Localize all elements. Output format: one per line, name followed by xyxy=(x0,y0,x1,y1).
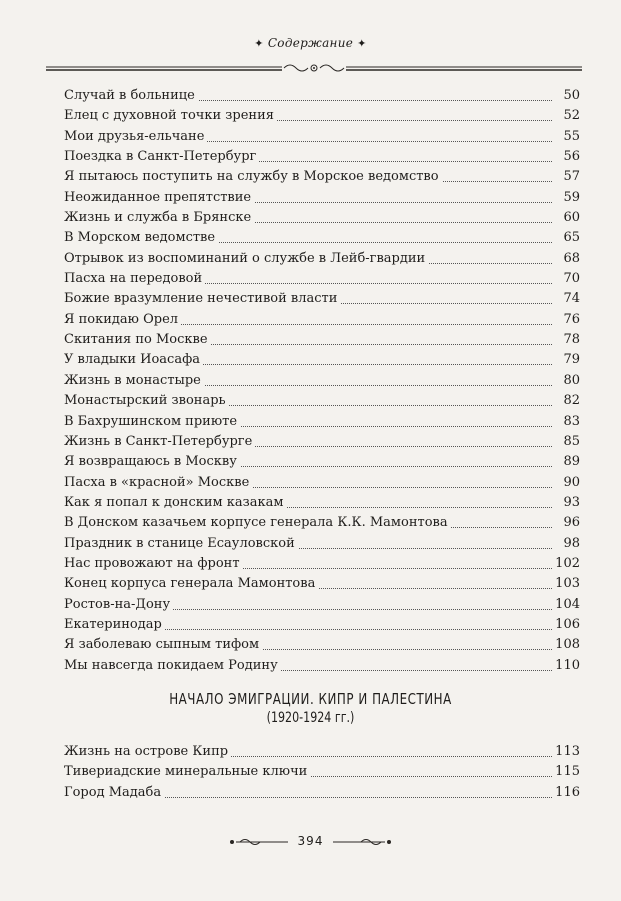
toc-entry xyxy=(64,493,580,513)
toc-entry-title: Елец с духовной точки зрения xyxy=(64,106,277,126)
toc-entry-page: 110 xyxy=(553,656,580,676)
toc-entry-title: Отрывок из воспоминаний о службе в Лейб-гвардии xyxy=(64,249,428,269)
toc-entry-page: 116 xyxy=(553,783,580,803)
toc-entry-title: В Бахрушинском приюте xyxy=(64,412,240,432)
toc-entry xyxy=(64,289,580,309)
toc-entry-title: Пасха в «красной» Москве xyxy=(64,473,252,493)
section-title: НАЧАЛО ЭМИГРАЦИИ. КИПР И ПАЛЕСТИНА xyxy=(169,690,452,708)
toc-entry-title: Жизнь на острове Кипр xyxy=(64,742,231,762)
toc-entry-page: 98 xyxy=(553,534,580,554)
toc-entry-title: Жизнь и служба в Брянске xyxy=(64,208,254,228)
toc-entry-page: 76 xyxy=(553,310,580,330)
toc-entry-title: Поездка в Санкт-Петербург xyxy=(64,147,259,167)
toc-entry xyxy=(64,513,580,533)
toc-entry-title: Я возвращаюсь в Москву xyxy=(64,452,240,472)
toc-entry xyxy=(64,350,580,370)
toc-entry-title: У владыки Иоасафа xyxy=(64,350,203,370)
toc-entry-title: Тивериадские минеральные ключи xyxy=(64,762,310,782)
toc-entry xyxy=(64,147,580,167)
toc-entry-title: В Морском ведомстве xyxy=(64,228,218,248)
toc-entry xyxy=(64,554,580,574)
toc-entry xyxy=(64,86,580,106)
toc-entry-page: 57 xyxy=(553,167,580,187)
toc-entry xyxy=(64,635,580,655)
toc-entry xyxy=(64,595,580,615)
section-heading xyxy=(0,690,621,726)
running-header-title: Содержание xyxy=(267,36,354,50)
toc-entry xyxy=(64,574,580,594)
toc-entry xyxy=(64,310,580,330)
toc-entry xyxy=(64,167,580,187)
toc-entry xyxy=(64,249,580,269)
toc-entry-page: 104 xyxy=(553,595,580,615)
toc-entry xyxy=(64,762,580,782)
toc-entry-page: 50 xyxy=(553,86,580,106)
toc-entry-page: 60 xyxy=(553,208,580,228)
toc-entry-page: 78 xyxy=(553,330,580,350)
toc-entry-page: 55 xyxy=(553,127,580,147)
toc-entry xyxy=(64,432,580,452)
toc-entry-title: Я покидаю Орел xyxy=(64,310,181,330)
toc-entry xyxy=(64,783,580,803)
toc-entry-title: Екатеринодар xyxy=(64,615,165,635)
toc-entry-title: Жизнь в Санкт-Петербурге xyxy=(64,432,255,452)
toc-entry-title: Мы навсегда покидаем Родину xyxy=(64,656,281,676)
toc-entry xyxy=(64,330,580,350)
toc-entry-page: 74 xyxy=(553,289,580,309)
toc-entry xyxy=(64,391,580,411)
toc-entry-page: 52 xyxy=(553,106,580,126)
toc-entry-title: Я заболеваю сыпным тифом xyxy=(64,635,262,655)
toc-entry xyxy=(64,371,580,391)
toc-entry-title: Ростов-на-Дону xyxy=(64,595,173,615)
toc-list-part1 xyxy=(64,86,580,676)
toc-entry-title: Пасха на передовой xyxy=(64,269,205,289)
toc-entry-page: 103 xyxy=(553,574,580,594)
toc-entry-page: 89 xyxy=(553,452,580,472)
page-number: 394 xyxy=(297,834,324,848)
toc-entry xyxy=(64,127,580,147)
toc-entry-title: Я пытаюсь поступить на службу в Морское ведомство xyxy=(64,167,442,187)
toc-entry-page: 106 xyxy=(553,615,580,635)
toc-entry xyxy=(64,269,580,289)
toc-entry-page: 85 xyxy=(553,432,580,452)
toc-entry xyxy=(64,452,580,472)
ornament-left-icon: ✦ xyxy=(254,37,264,50)
toc-entry xyxy=(64,208,580,228)
toc-entry-page: 93 xyxy=(553,493,580,513)
toc-entry-page: 90 xyxy=(553,473,580,493)
toc-entry-title: Случай в больнице xyxy=(64,86,198,106)
toc-entry-page: 83 xyxy=(553,412,580,432)
toc-entry xyxy=(64,473,580,493)
toc-entry-title: Праздник в станице Есауловской xyxy=(64,534,298,554)
toc-entry-page: 108 xyxy=(553,635,580,655)
toc-entry-title: Скитания по Москве xyxy=(64,330,211,350)
toc-entry xyxy=(64,106,580,126)
toc-entry-page: 115 xyxy=(553,762,580,782)
toc-entry-title: Монастырский звонарь xyxy=(64,391,229,411)
toc-entry-title: Конец корпуса генерала Мамонтова xyxy=(64,574,318,594)
toc-entry xyxy=(64,615,580,635)
toc-entry-page: 68 xyxy=(553,249,580,269)
toc-entry xyxy=(64,228,580,248)
toc-list-part2 xyxy=(64,742,580,803)
toc-entry-title: Мои друзья-ельчане xyxy=(64,127,207,147)
toc-entry xyxy=(64,188,580,208)
running-header xyxy=(0,36,621,50)
toc-entry-page: 65 xyxy=(553,228,580,248)
toc-entry-page: 80 xyxy=(553,371,580,391)
toc-entry-title: Божие вразумление нечестивой власти xyxy=(64,289,340,309)
ornament-right-icon: ✦ xyxy=(357,37,367,50)
toc-entry-page: 56 xyxy=(553,147,580,167)
toc-entry-page: 113 xyxy=(553,742,580,762)
toc-entry xyxy=(64,412,580,432)
toc-entry-title: В Донском казачьем корпусе генерала К.К. Мамонтова xyxy=(64,513,451,533)
toc-entry-page: 82 xyxy=(553,391,580,411)
toc-entry-title: Город Мадаба xyxy=(64,783,164,803)
toc-entry-page: 102 xyxy=(553,554,580,574)
toc-entry xyxy=(64,656,580,676)
section-subtitle: (1920-1924 гг.) xyxy=(266,710,355,726)
toc-entry xyxy=(64,742,580,762)
toc-entry xyxy=(64,534,580,554)
toc-entry-page: 96 xyxy=(553,513,580,533)
toc-entry-page: 70 xyxy=(553,269,580,289)
toc-entry-title: Жизнь в монастыре xyxy=(64,371,204,391)
decorative-rule-icon xyxy=(44,60,584,76)
toc-entry-title: Нас провожают на фронт xyxy=(64,554,243,574)
toc-entry-title: Неожиданное препятствие xyxy=(64,188,254,208)
toc-entry-title: Как я попал к донским казакам xyxy=(64,493,286,513)
toc-entry-page: 79 xyxy=(553,350,580,370)
toc-entry-page: 59 xyxy=(553,188,580,208)
